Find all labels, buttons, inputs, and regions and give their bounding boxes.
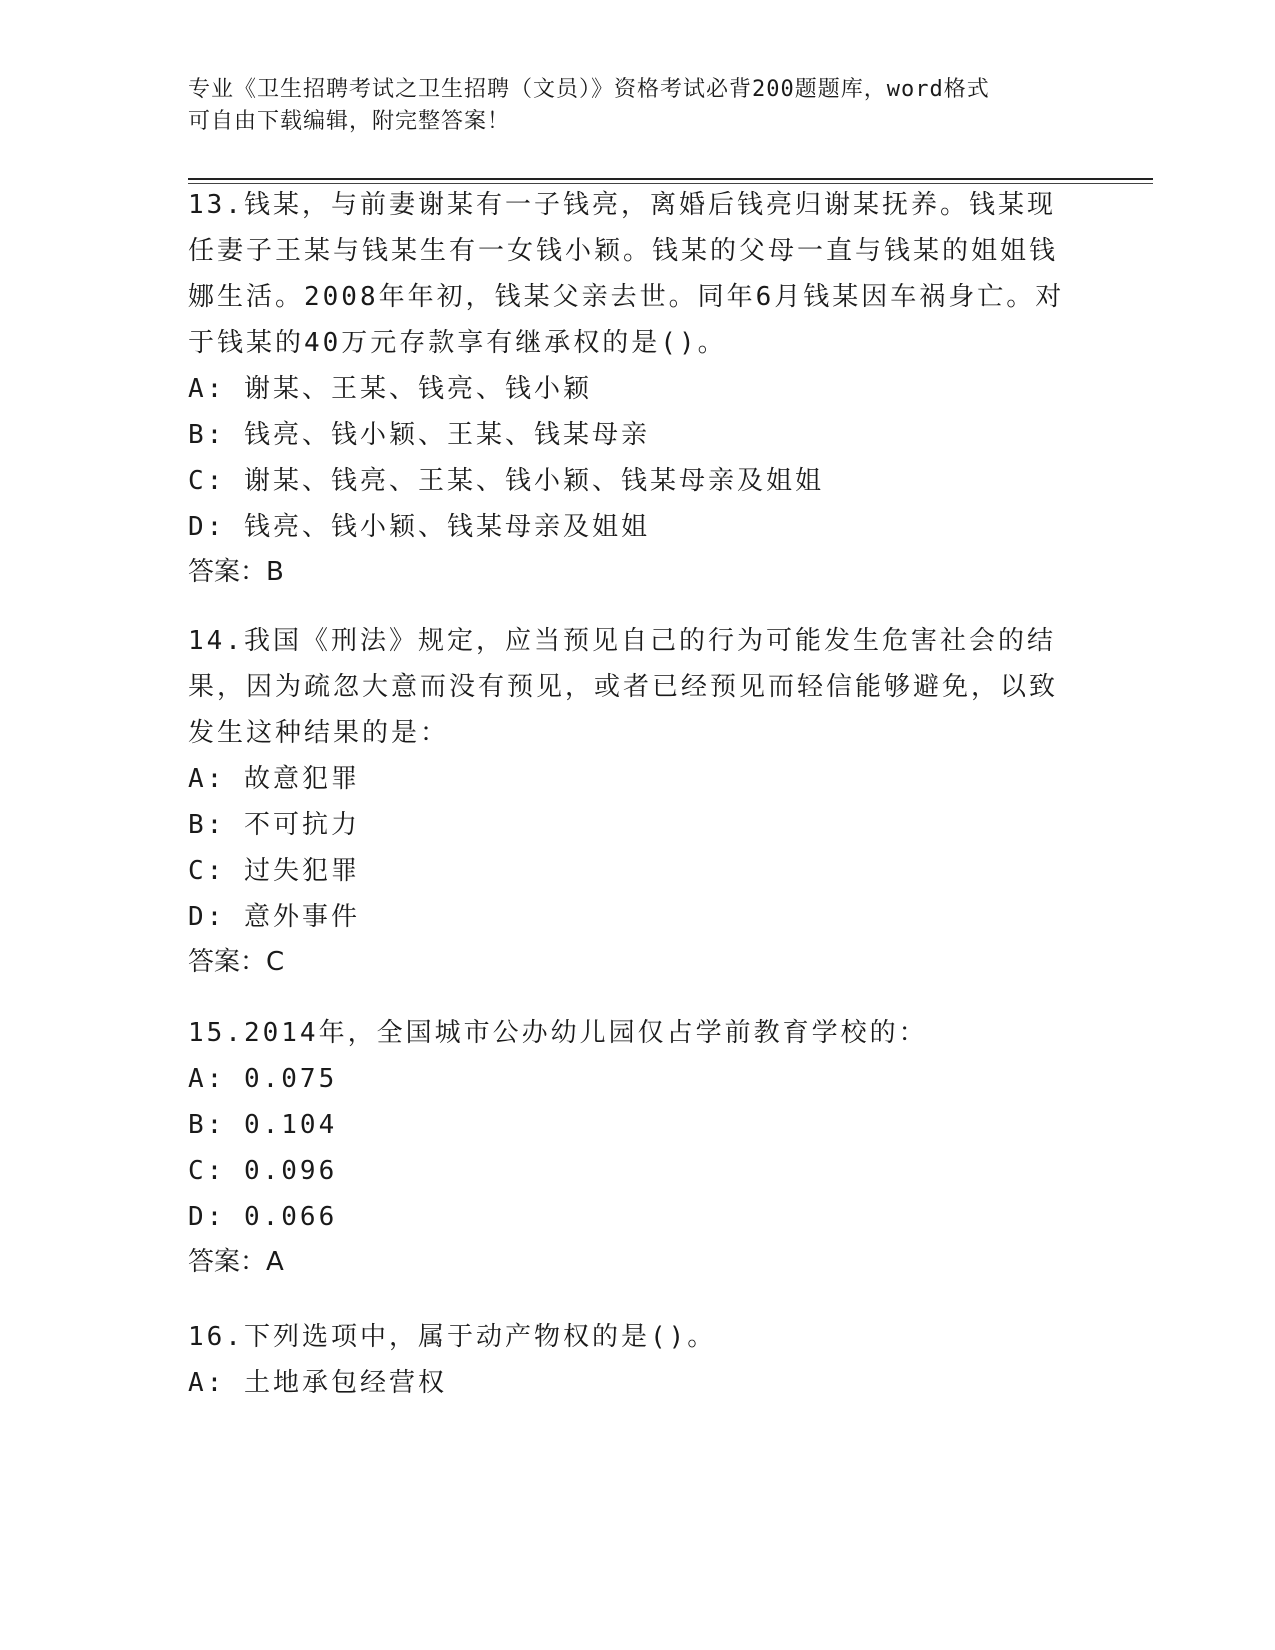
question-stem: 16.下列选项中，属于动产物权的是()。 bbox=[188, 1322, 717, 1352]
answer-line: 答案：B bbox=[188, 557, 284, 587]
question-14 bbox=[188, 618, 1073, 984]
option-list bbox=[188, 366, 1073, 550]
question-stem: 14.我国《刑法》规定，应当预见自己的行为可能发生危害社会的结果，因为疏忽大意而没有预见，或者已经预见而轻信能够避免，以致发生这种结果的是： bbox=[188, 626, 1059, 748]
option-d: D: 0.066 bbox=[188, 1202, 338, 1232]
question-16 bbox=[188, 1314, 1073, 1406]
question-13 bbox=[188, 182, 1073, 594]
option-c: C: 0.096 bbox=[188, 1156, 338, 1186]
answer-line: 答案：C bbox=[188, 947, 285, 977]
option-a: A: 土地承包经营权 bbox=[188, 1368, 447, 1398]
option-a: A: 故意犯罪 bbox=[188, 764, 360, 794]
option-a: A: 0.075 bbox=[188, 1064, 338, 1094]
option-b: B: 不可抗力 bbox=[188, 810, 360, 840]
option-list bbox=[188, 1360, 1073, 1406]
option-c: C: 过失犯罪 bbox=[188, 856, 360, 886]
header-line-1: 专业《卫生招聘考试之卫生招聘（文员）》资格考试必背200题题库，word格式 bbox=[188, 77, 990, 102]
option-d: D: 钱亮、钱小颖、钱某母亲及姐姐 bbox=[188, 512, 650, 542]
option-b: B: 0.104 bbox=[188, 1110, 338, 1140]
option-d: D: 意外事件 bbox=[188, 902, 360, 932]
header-divider-thick bbox=[188, 178, 1153, 180]
question-15 bbox=[188, 1010, 1073, 1284]
answer-line: 答案：A bbox=[188, 1247, 284, 1277]
question-stem: 15.2014年，全国城市公办幼儿园仅占学前教育学校的： bbox=[188, 1018, 928, 1048]
option-list bbox=[188, 1056, 1073, 1240]
option-b: B: 钱亮、钱小颖、王某、钱某母亲 bbox=[188, 420, 650, 450]
question-stem: 13.钱某，与前妻谢某有一子钱亮，离婚后钱亮归谢某抚养。钱某现任妻子王某与钱某生有一女钱小颖。钱某的父母一直与钱某的姐姐钱娜生活。2008年年初，钱某父亲去世。同年6月钱某因车祸身亡。对于钱某的40万元存款享有继承权的是()。 bbox=[188, 190, 1065, 358]
option-c: C: 谢某、钱亮、王某、钱小颖、钱某母亲及姐姐 bbox=[188, 466, 824, 496]
header-line-2: 可自由下载编辑，附完整答案！ bbox=[188, 109, 511, 134]
option-list bbox=[188, 756, 1073, 940]
option-a: A: 谢某、王某、钱亮、钱小颖 bbox=[188, 374, 592, 404]
document-header bbox=[188, 74, 1068, 138]
